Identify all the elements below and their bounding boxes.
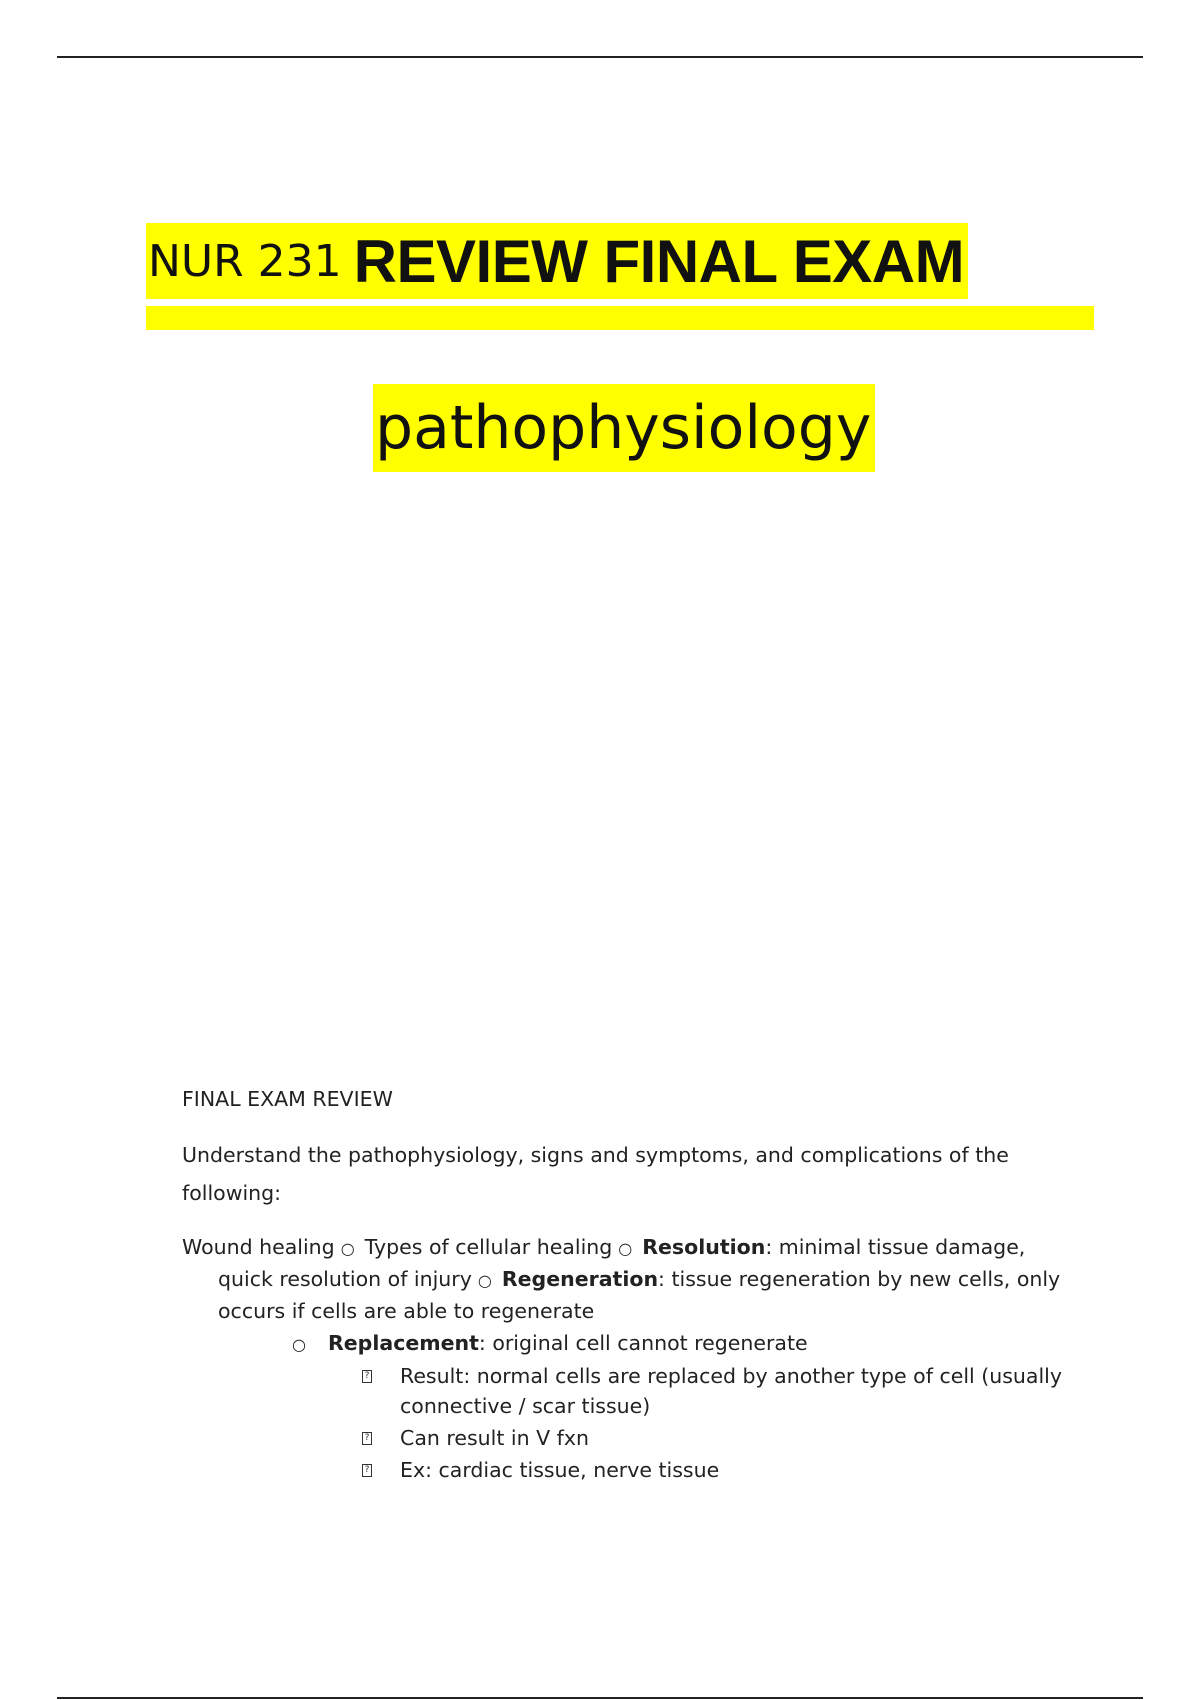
replacement-text: : original cell cannot regenerate [478, 1331, 808, 1355]
resolution-label: Resolution [642, 1235, 766, 1259]
wound-healing-paragraph [182, 1232, 1082, 1327]
list-item-text: Result: normal cells are replaced by another type of cell (usually connective / scar tissue) [400, 1364, 1062, 1418]
missing-glyph-icon: ? [362, 1370, 372, 1383]
types-of-healing-text: Types of cellular healing [364, 1235, 613, 1259]
bullet-circle-icon: ○ [618, 1239, 633, 1258]
bullet-circle-icon: ○ [477, 1271, 492, 1290]
list-item [182, 1423, 1082, 1453]
missing-glyph-icon: ? [362, 1432, 372, 1445]
section-heading: FINAL EXAM REVIEW [182, 1087, 393, 1111]
bullet-circle-icon: ○ [292, 1335, 306, 1354]
list-item [182, 1455, 1082, 1485]
regeneration-text: : tissue regeneration by new cells, only occurs if cells are able to regenerate [218, 1267, 1061, 1323]
bullet-circle-icon: ○ [340, 1239, 355, 1258]
title-main: REVIEW FINAL EXAM [353, 227, 965, 295]
resolution-text: : minimal tissue damage, quick resolution of injury [218, 1235, 1026, 1291]
list-item [182, 1361, 1082, 1421]
replacement-label: Replacement [327, 1331, 479, 1355]
wound-healing-label: Wound healing [182, 1235, 335, 1259]
regeneration-label: Regeneration [501, 1267, 659, 1291]
list-item-text: Can result in V fxn [400, 1426, 589, 1450]
missing-glyph-icon: ? [362, 1464, 372, 1477]
review-content [182, 1080, 1082, 1485]
title-course-code: NUR 231 [148, 235, 342, 287]
replacement-item [182, 1327, 1082, 1361]
bottom-rule [57, 1697, 1143, 1699]
intro-text: Understand the pathophysiology, signs and symptoms, and complications of the following: [182, 1143, 1009, 1205]
document-subtitle: pathophysiology [373, 384, 875, 472]
list-item-text: Ex: cardiac tissue, nerve tissue [400, 1458, 720, 1482]
title-highlight-bar [146, 306, 1094, 330]
document-title [146, 223, 968, 299]
top-rule [57, 56, 1143, 58]
